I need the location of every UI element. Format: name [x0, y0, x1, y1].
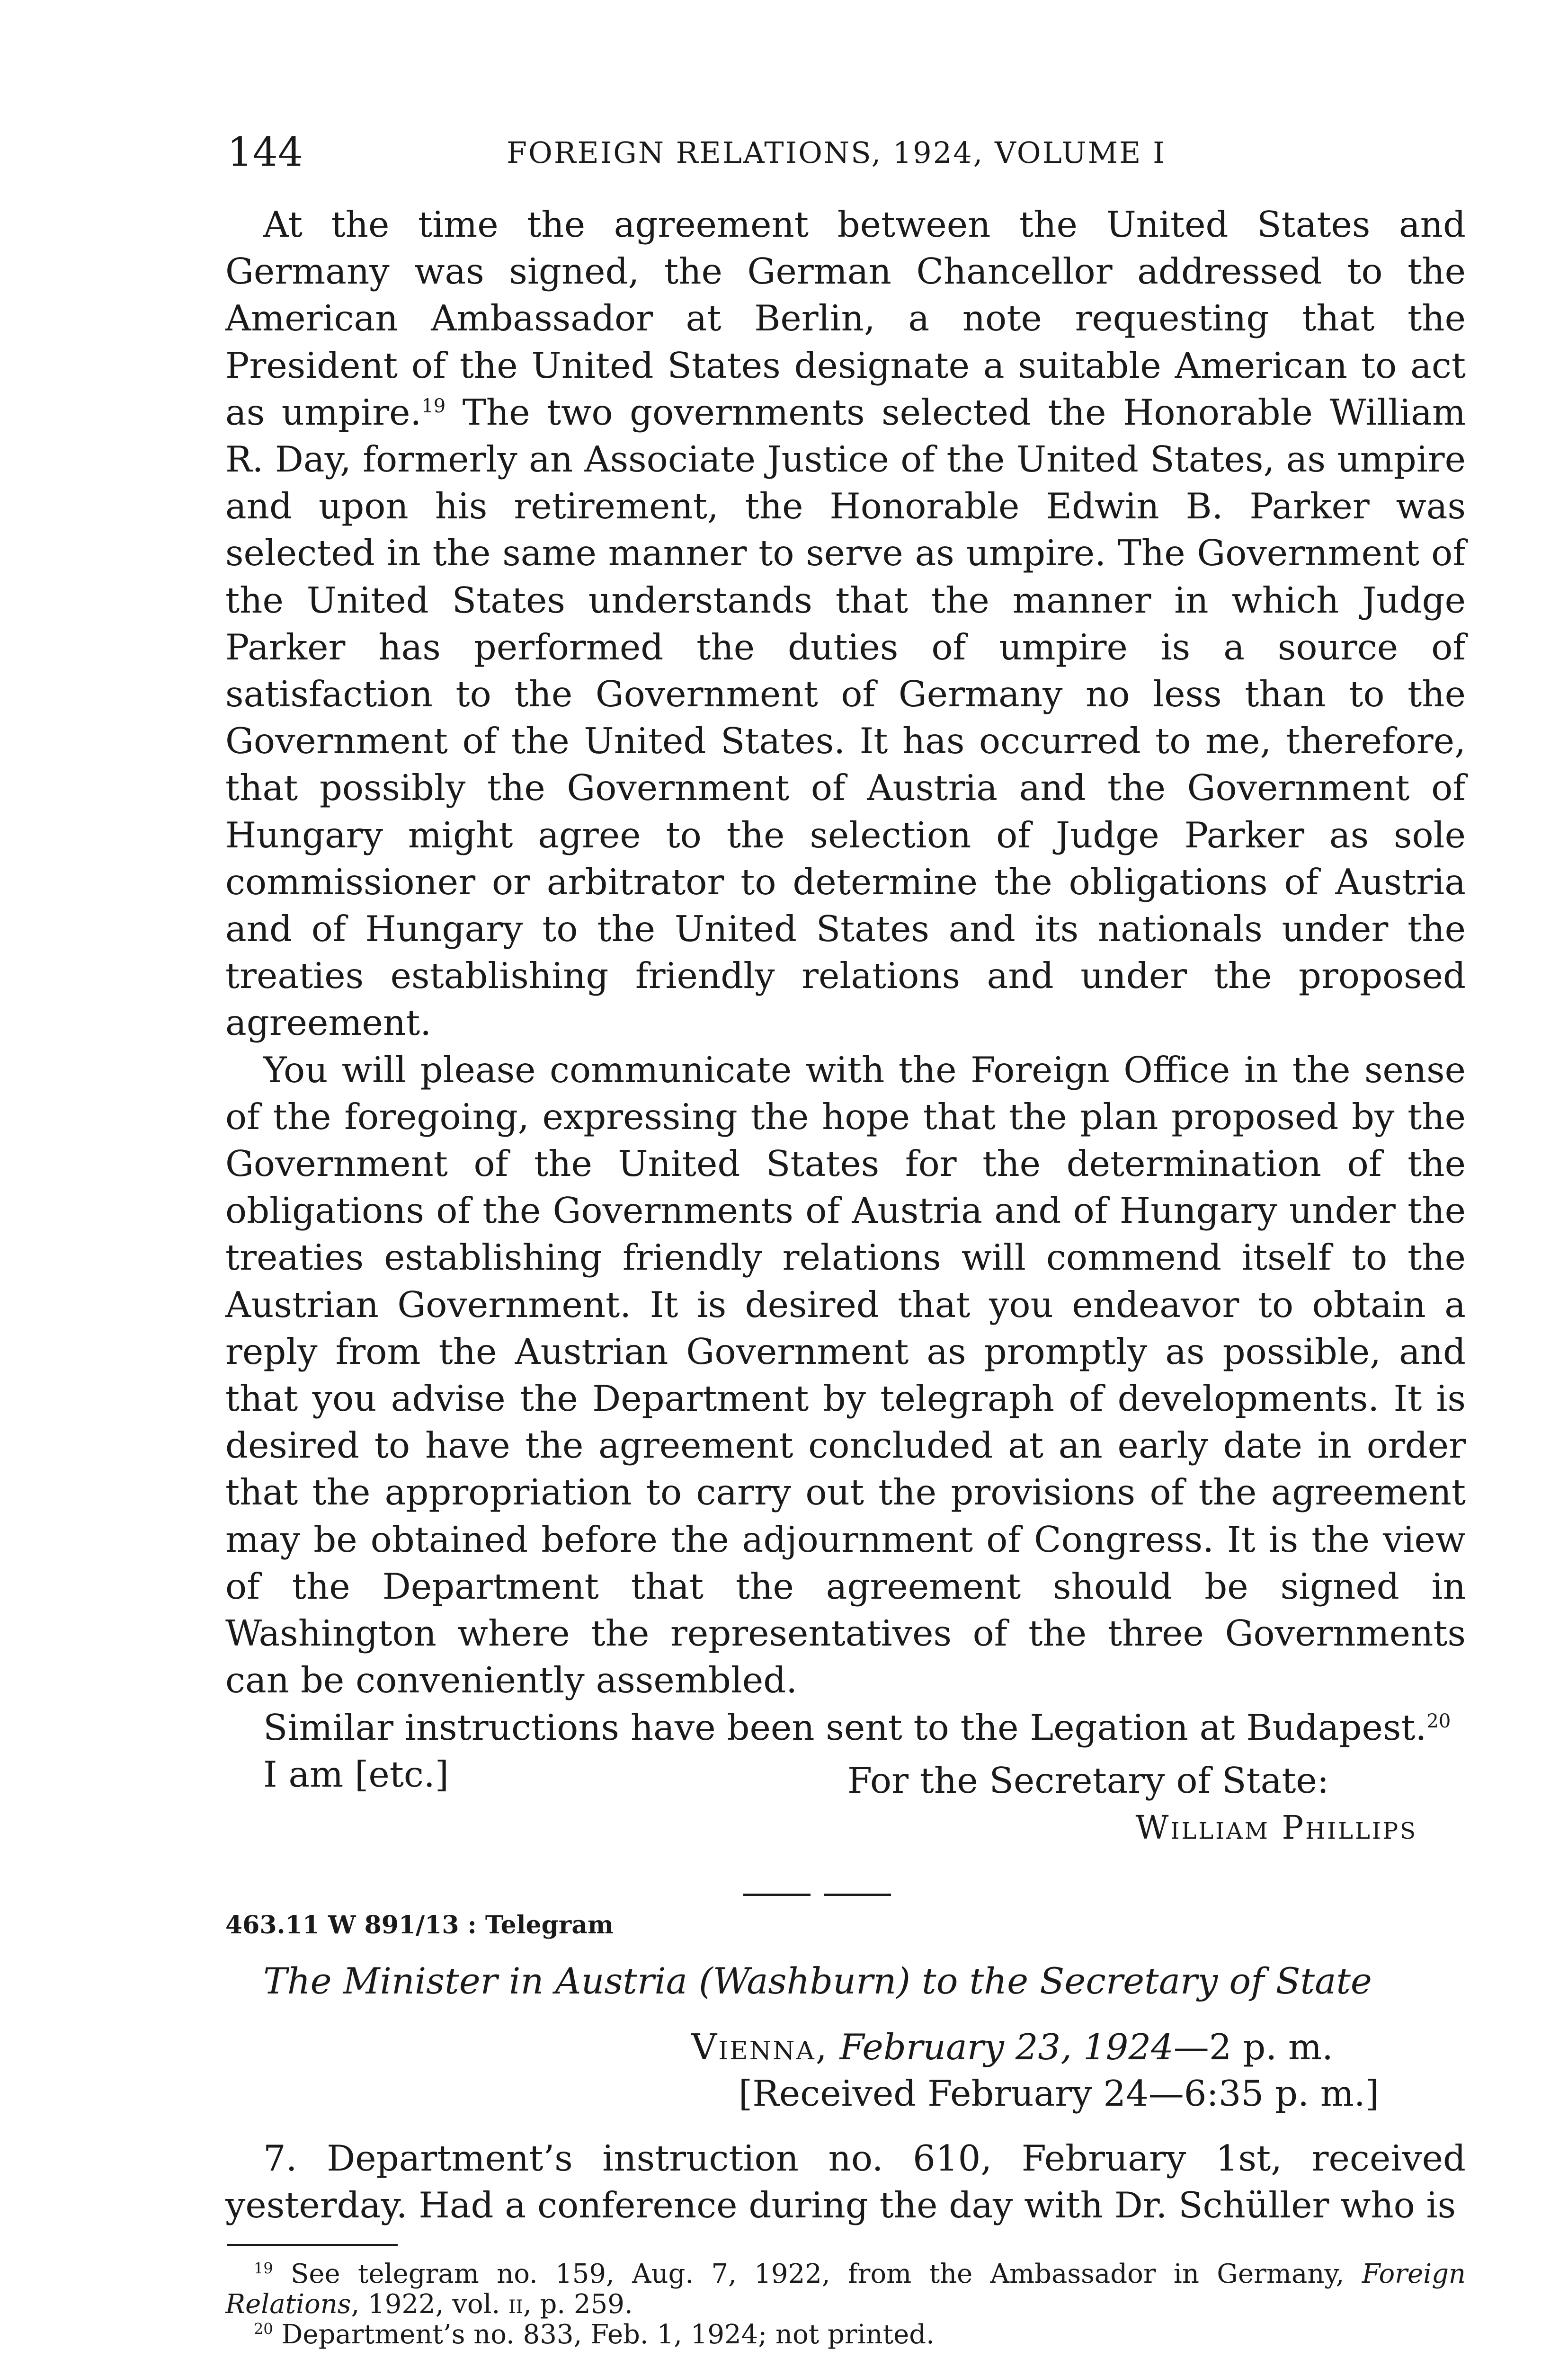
footnote-19-mark: 19: [254, 2259, 273, 2278]
footnote-19-text-a: See telegram no. 159, Aug. 7, 1922, from the Ambassador in Germany,: [291, 2259, 1362, 2289]
file-reference: 463.11 W 891/13 : Telegram: [225, 1911, 614, 1940]
dateline-place: Vienna,: [691, 2026, 829, 2068]
page-number: 144: [227, 129, 303, 175]
footnote-20-text: Department’s no. 833, Feb. 1, 1924; not printed.: [281, 2319, 935, 2350]
footnote-20: [225, 2320, 1466, 2350]
running-title: FOREIGN RELATIONS, 1924, VOLUME I: [507, 135, 1166, 170]
paragraph-1: [225, 201, 1466, 1047]
paragraph-3-text: Similar instructions have been sent to the Legation at Budapest.: [263, 1706, 1427, 1748]
letter-body: [225, 201, 1466, 1798]
dateline: [691, 2026, 1333, 2068]
paragraph-1-text-a: At the time the agreement between the United States and Germany was signed, the German Chancellor addressed to the American Ambassador at Berlin, a note requesting that the President of the United States designate a suitable American to act as umpire.: [225, 204, 1466, 433]
footnote-19: [225, 2259, 1466, 2320]
footnote-rule: [227, 2244, 398, 2246]
footnote-20-mark: 20: [254, 2320, 273, 2338]
paragraph-3: [225, 1704, 1466, 1751]
footnote-ref-19: 19: [421, 395, 446, 417]
dateline-time: —2 p. m.: [1173, 2026, 1333, 2068]
telegram-paragraph: 7. Department’s instruction no. 610, February 1st, received yesterday. Had a conference during the day with Dr. Schüller who is: [225, 2137, 1466, 2226]
signature: William Phillips: [1135, 1809, 1417, 1847]
dateline-date: February 23, 1924: [839, 2026, 1174, 2068]
separator-dash-left: [743, 1894, 811, 1896]
paragraph-2: You will please communicate with the Foreign Office in the sense of the foregoing, expressing the hope that the plan proposed by the Government of the United States for the determination of the obligations of the Governments of Austria and of Hungary under the treaties establishing friendly relations will commend itself to the Austrian Government. It is desired that you endeavor to obtain a reply from the Austrian Government as promptly as possible, and that you advise the Department by telegraph of developments. It is desired to have the agreement concluded at an early date in order that the appropriation to carry out the provisions of the agreement may be obtained before the adjournment of Congress. It is the view of the Department that the agreement should be signed in Washington where the representatives of the three Governments can be conveniently assembled.: [225, 1049, 1466, 1701]
closing-line: I am [etc.]: [263, 1753, 449, 1795]
paragraph-1-text-b: The two governments selected the Honorable William R. Day, formerly an Associate Justice of the United States, as umpire and upon his retirement, the Honorable Edwin B. Parker was selected in the same manner to serve as umpire. The Government of the United States understands that the manner in which Judge Parker has performed the duties of umpire is a source of satisfaction to the Government of Germany no less than to the Government of the United States. It has occurred to me, therefore, that possibly the Government of Austria and the Government of Hungary might agree to the selection of Judge Parker as sole commissioner or arbitrator to determine the obligations of Austria and of Hungary to the United States and its nationals under the treaties establishing friendly relations and under the proposed agreement.: [225, 391, 1466, 1044]
footnote-ref-20: 20: [1426, 1710, 1451, 1732]
telegram-body: [225, 2135, 1466, 2229]
document-heading: The Minister in Austria (Washburn) to the Secretary of State: [263, 1960, 1372, 2002]
received-line: [Received February 24—6:35 p. m.]: [739, 2073, 1379, 2114]
separator-dash-right: [824, 1894, 891, 1896]
footnote-19-text-b: , 1922, vol.: [351, 2289, 509, 2320]
footnote-19-title: Foreign Relations: [225, 2259, 1466, 2320]
footnote-19-volume: ii: [508, 2289, 523, 2320]
footnote-19-text-c: , p. 259.: [523, 2289, 633, 2320]
page-header: [227, 129, 1468, 181]
signoff: For the Secretary of State:: [847, 1760, 1329, 1801]
footnotes: [225, 2259, 1466, 2350]
